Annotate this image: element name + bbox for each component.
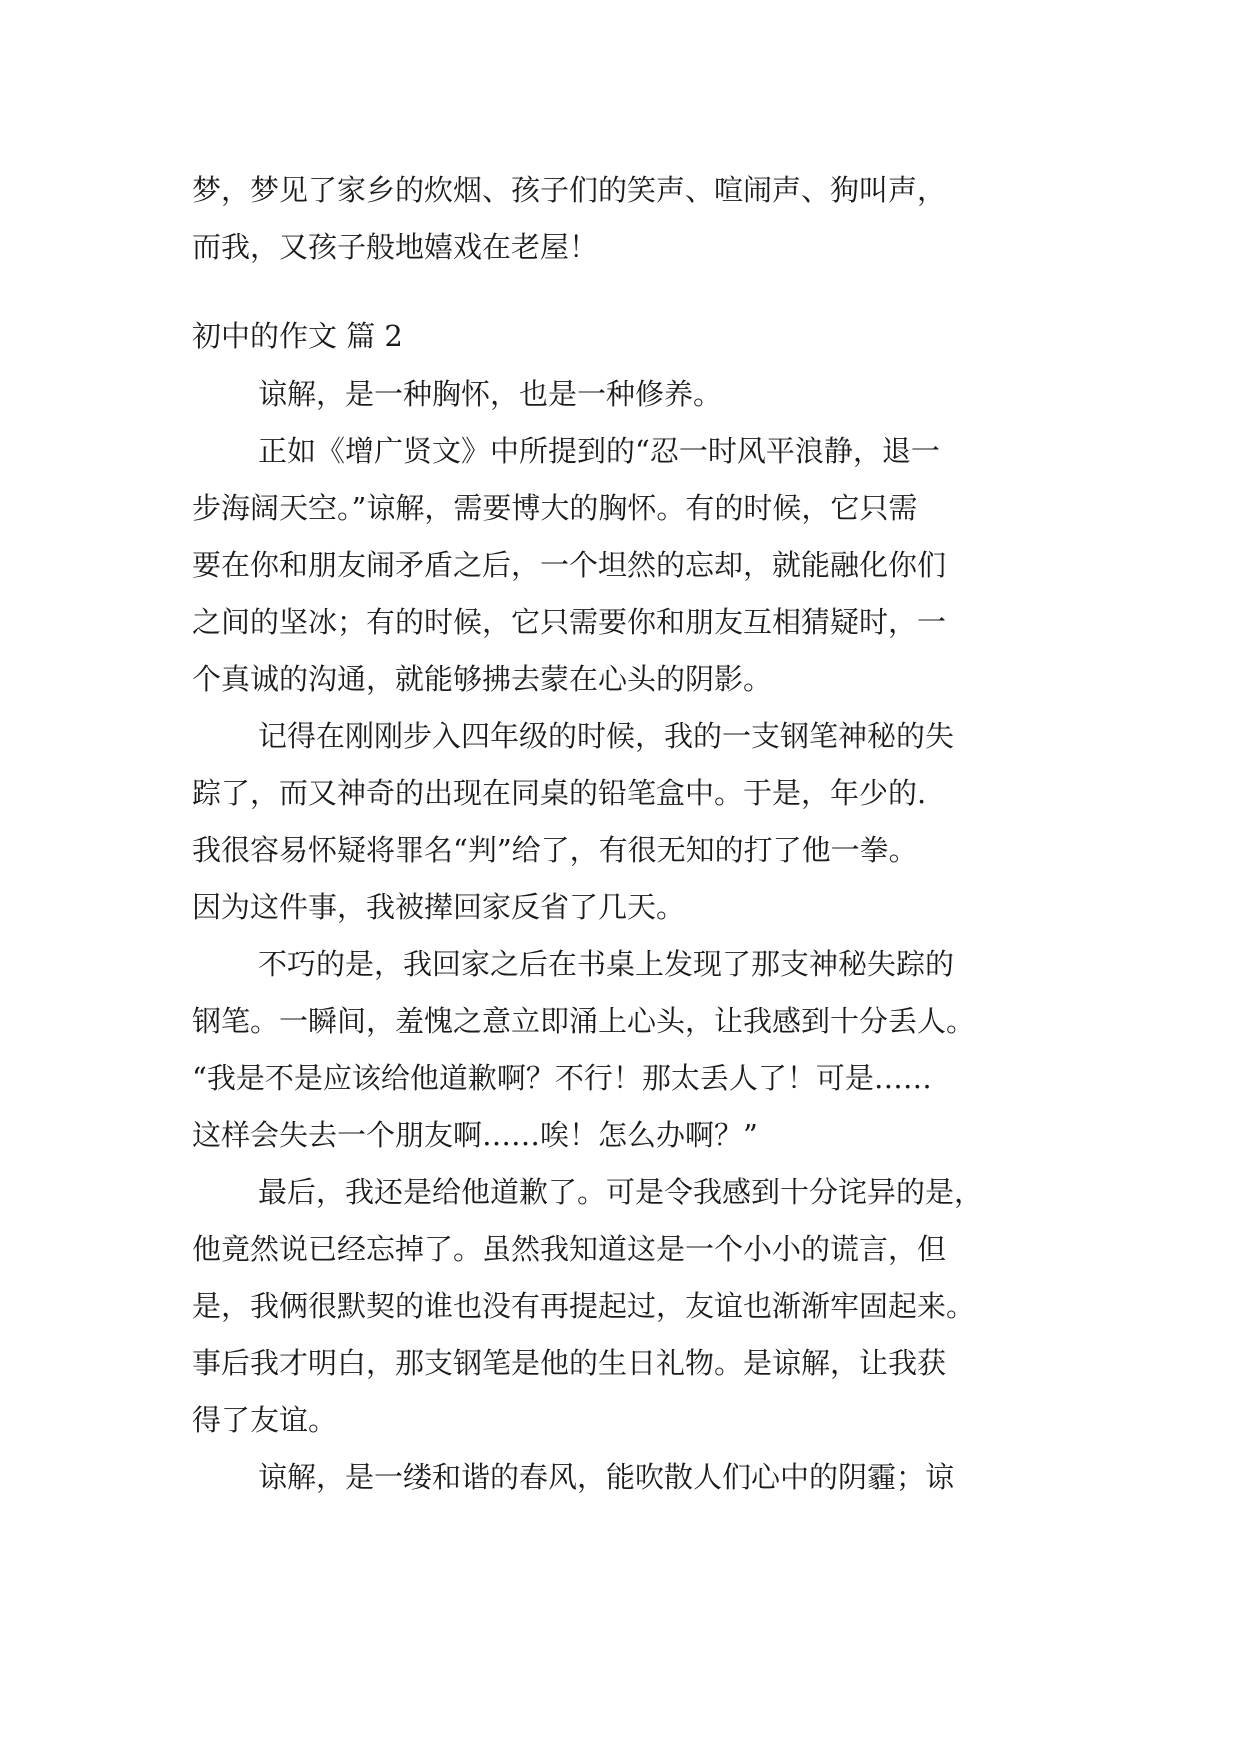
text-line: 得了友谊。 — [192, 1403, 338, 1437]
text-line: 最后，我还是给他道歉了。可是令我感到十分诧异的是， — [258, 1175, 984, 1209]
paragraph-1 — [192, 366, 1072, 423]
paragraph-2 — [192, 423, 1072, 708]
text-line: 是，我俩很默契的谁也没有再提起过，友谊也渐渐牢固起来。 — [192, 1289, 976, 1323]
text-line: 谅解，是一缕和谐的春风，能吹散人们心中的阴霾；谅 — [258, 1460, 955, 1494]
text-line: 钢笔。一瞬间，羞愧之意立即涌上心头，让我感到十分丢人。 — [192, 1004, 976, 1038]
text-line: 梦，梦见了家乡的炊烟、孩子们的笑声、喧闹声、狗叫声， — [192, 173, 947, 207]
paragraph-3 — [192, 708, 1072, 936]
paragraph-6 — [192, 1449, 1072, 1506]
text-line: 踪了，而又神奇的出现在同桌的铅笔盒中。于是，年少的. — [192, 776, 927, 810]
text-line: 正如《增广贤文》中所提到的“忍一时风平浪静，退一 — [258, 434, 940, 468]
section-title: 初中的作文 篇 2 — [192, 319, 403, 353]
paragraph-5 — [192, 1164, 1072, 1449]
text-line: 之间的坚冰；有的时候，它只需要你和朋友互相猜疑时，一 — [192, 605, 947, 639]
text-line: “我是不是应该给他道歉啊？不行！那太丢人了！可是…… — [192, 1061, 932, 1095]
paragraph-4 — [192, 936, 1072, 1164]
text-line: 要在你和朋友闹矛盾之后，一个坦然的忘却，就能融化你们 — [192, 548, 947, 582]
text-line: 步海阔天空。”谅解，需要博大的胸怀。有的时候，它只需 — [192, 491, 918, 525]
text-line: 不巧的是，我回家之后在书桌上发现了那支神秘失踪的 — [258, 947, 955, 981]
text-line: 因为这件事，我被撵回家反省了几天。 — [192, 890, 686, 924]
text-line: 事后我才明白，那支钢笔是他的生日礼物。是谅解，让我获 — [192, 1346, 947, 1380]
text-line: 而我，又孩子般地嬉戏在老屋！ — [192, 230, 599, 264]
text-line: 记得在刚刚步入四年级的时候，我的一支钢笔神秘的失 — [258, 719, 955, 753]
text-line: 这样会失去一个朋友啊……唉！怎么办啊？” — [192, 1118, 758, 1152]
text-line: 我很容易怀疑将罪名“判”给了，有很无知的打了他一拳。 — [192, 833, 918, 867]
paragraph-continued — [192, 162, 1072, 276]
text-line: 个真诚的沟通，就能够拂去蒙在心头的阴影。 — [192, 662, 773, 696]
document-body — [192, 162, 1072, 1506]
text-line: 谅解，是一种胸怀，也是一种修养。 — [258, 377, 723, 411]
text-line: 他竟然说已经忘掉了。虽然我知道这是一个小小的谎言，但 — [192, 1232, 947, 1266]
